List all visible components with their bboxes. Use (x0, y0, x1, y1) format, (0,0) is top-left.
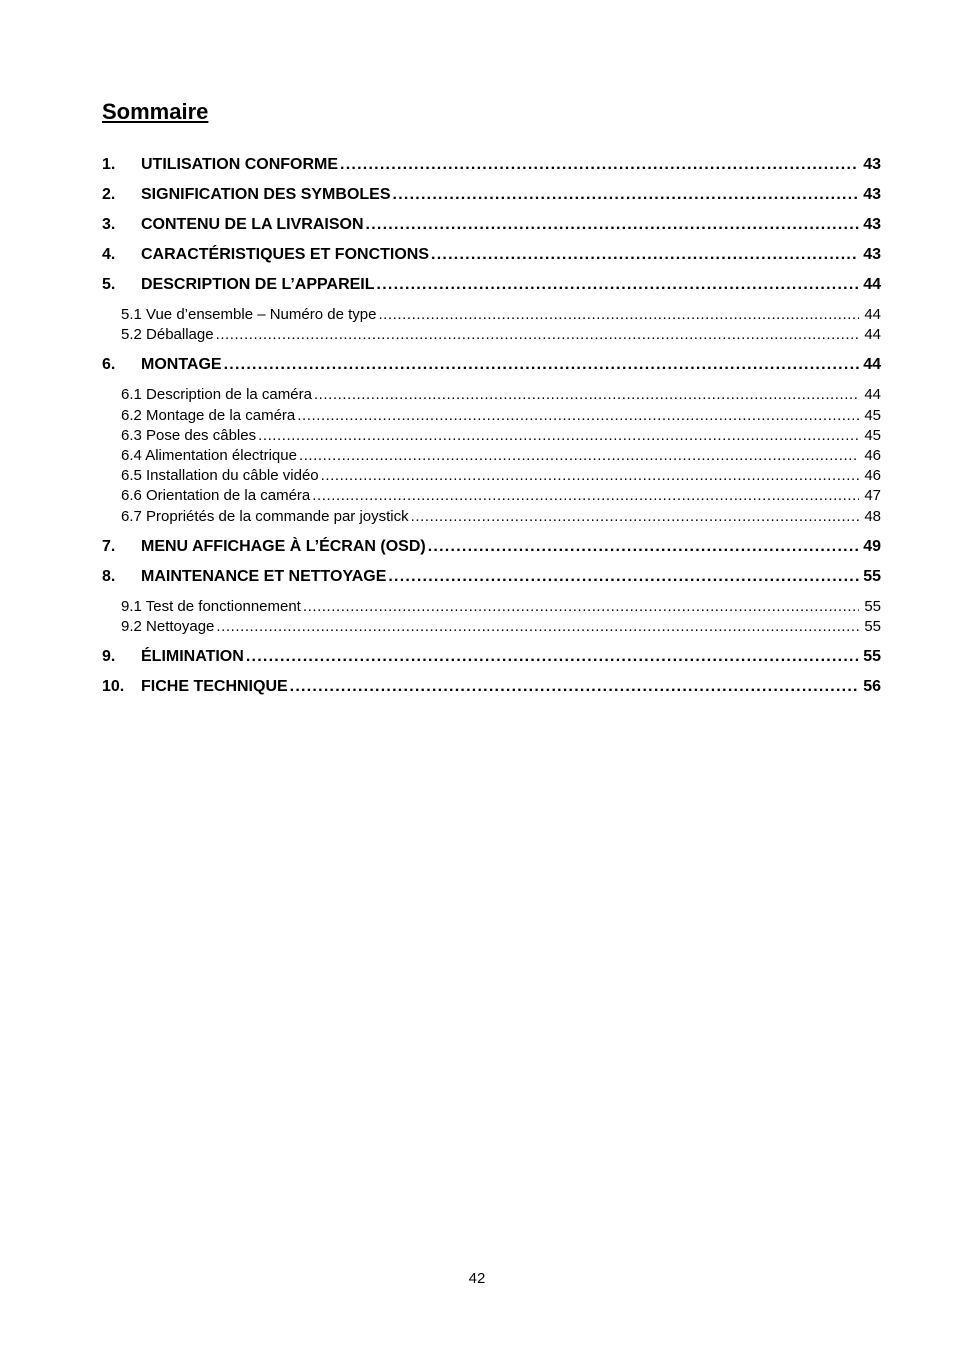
toc-label: ÉLIMINATION (141, 648, 244, 666)
toc-entry-6-6[interactable] (102, 486, 881, 506)
toc-label: 6.6 Orientation de la caméra (121, 487, 311, 505)
dot-leader (388, 567, 859, 587)
dot-leader (378, 305, 859, 325)
toc-label: CARACTÉRISTIQUES ET FONCTIONS (141, 246, 430, 263)
toc-page: 55 (864, 597, 881, 615)
toc-page: 43 (863, 246, 881, 263)
toc-label: 6.3 Pose des câbles (121, 426, 257, 444)
toc-page: 46 (864, 467, 881, 485)
dot-leader (428, 537, 859, 557)
dot-leader (299, 446, 859, 466)
toc-entry-6-4[interactable] (102, 446, 881, 466)
page-number: 42 (468, 1270, 486, 1287)
toc-page: 55 (863, 567, 881, 585)
toc-label: 6.2 Montage de la caméra (121, 406, 296, 424)
toc-label: MONTAGE (141, 356, 222, 374)
toc-number: 7. (102, 537, 116, 555)
dot-leader (377, 275, 859, 295)
toc-page: 49 (863, 537, 881, 555)
toc-page: 43 (863, 186, 881, 203)
dot-leader (366, 215, 859, 235)
toc-entry-9-1[interactable] (102, 597, 881, 617)
dot-leader (431, 245, 859, 265)
toc-entry-2[interactable] (102, 185, 881, 205)
toc-label: MENU AFFICHAGE À L’ÉCRAN (OSD) (141, 537, 426, 555)
toc-page: 56 (863, 678, 881, 696)
dot-leader (340, 155, 859, 175)
toc-entry-3[interactable] (102, 215, 881, 235)
toc-number: 2. (102, 186, 116, 203)
toc-label: FICHE TECHNIQUE (141, 678, 288, 696)
dot-leader (312, 486, 859, 506)
toc-page: 44 (864, 306, 881, 323)
toc-entry-9[interactable] (102, 647, 881, 667)
toc-entry-1[interactable] (102, 155, 881, 175)
toc-label: MAINTENANCE ET NETTOYAGE (141, 567, 387, 585)
dot-leader (224, 355, 859, 375)
toc-entry-5-1[interactable] (102, 305, 881, 325)
toc-entry-5[interactable] (102, 275, 881, 295)
dot-leader (314, 385, 859, 405)
toc-number: 1. (102, 156, 116, 173)
toc-page: 55 (863, 648, 881, 666)
toc-entry-10[interactable] (102, 677, 881, 697)
toc-page: 55 (864, 617, 881, 635)
toc-label: 5.2 Déballage (121, 326, 214, 344)
table-of-contents (102, 153, 881, 697)
toc-page: 45 (864, 426, 881, 444)
toc-number: 8. (102, 567, 116, 585)
toc-page: 43 (863, 216, 881, 233)
toc-entry-4[interactable] (102, 245, 881, 265)
toc-label: UTILISATION CONFORME (141, 156, 339, 173)
page-title: Sommaire (102, 99, 209, 124)
toc-entry-6-2[interactable] (102, 406, 881, 426)
dot-leader (258, 426, 859, 446)
toc-entry-6-7[interactable] (102, 507, 881, 527)
toc-page: 44 (863, 356, 881, 374)
dot-leader (321, 466, 859, 486)
toc-number: 10. (102, 678, 125, 696)
toc-entry-5-2[interactable] (102, 325, 881, 345)
toc-entry-6-3[interactable] (102, 426, 881, 446)
dot-leader (216, 617, 859, 637)
toc-label: 5.1 Vue d’ensemble – Numéro de type (121, 306, 377, 323)
toc-number: 5. (102, 276, 116, 293)
toc-entry-6-1[interactable] (102, 385, 881, 405)
toc-number: 9. (102, 648, 116, 666)
toc-label: SIGNIFICATION DES SYMBOLES (141, 186, 391, 203)
dot-leader (246, 647, 859, 667)
toc-page: 48 (864, 507, 881, 525)
dot-leader (297, 406, 859, 426)
toc-entry-9-2[interactable] (102, 617, 881, 637)
toc-label: 6.7 Propriétés de la commande par joystick (121, 507, 409, 525)
toc-entry-6[interactable] (102, 355, 881, 375)
toc-page: 46 (864, 446, 881, 464)
toc-label: 9.2 Nettoyage (121, 617, 215, 635)
toc-entry-7[interactable] (102, 537, 881, 557)
toc-entry-8[interactable] (102, 567, 881, 587)
toc-page: 45 (864, 406, 881, 424)
toc-label: CONTENU DE LA LIVRAISON (141, 216, 364, 233)
toc-entry-6-5[interactable] (102, 466, 881, 486)
toc-number: 3. (102, 216, 116, 233)
toc-page: 44 (864, 326, 881, 344)
dot-leader (290, 677, 859, 697)
dot-leader (216, 325, 859, 345)
toc-label: 9.1 Test de fonctionnement (121, 597, 301, 615)
toc-label: 6.5 Installation du câble vidéo (121, 467, 319, 485)
toc-number: 4. (102, 246, 116, 263)
toc-label: 6.4 Alimentation électrique (121, 446, 297, 464)
toc-page: 44 (863, 276, 881, 293)
toc-page: 44 (864, 386, 881, 404)
dot-leader (303, 597, 859, 617)
toc-label: DESCRIPTION DE L’APPAREIL (141, 276, 375, 293)
toc-page: 47 (864, 487, 881, 505)
toc-label: 6.1 Description de la caméra (121, 386, 312, 404)
toc-page: 43 (863, 156, 881, 173)
dot-leader (393, 185, 860, 205)
toc-number: 6. (102, 356, 116, 374)
dot-leader (411, 507, 859, 527)
